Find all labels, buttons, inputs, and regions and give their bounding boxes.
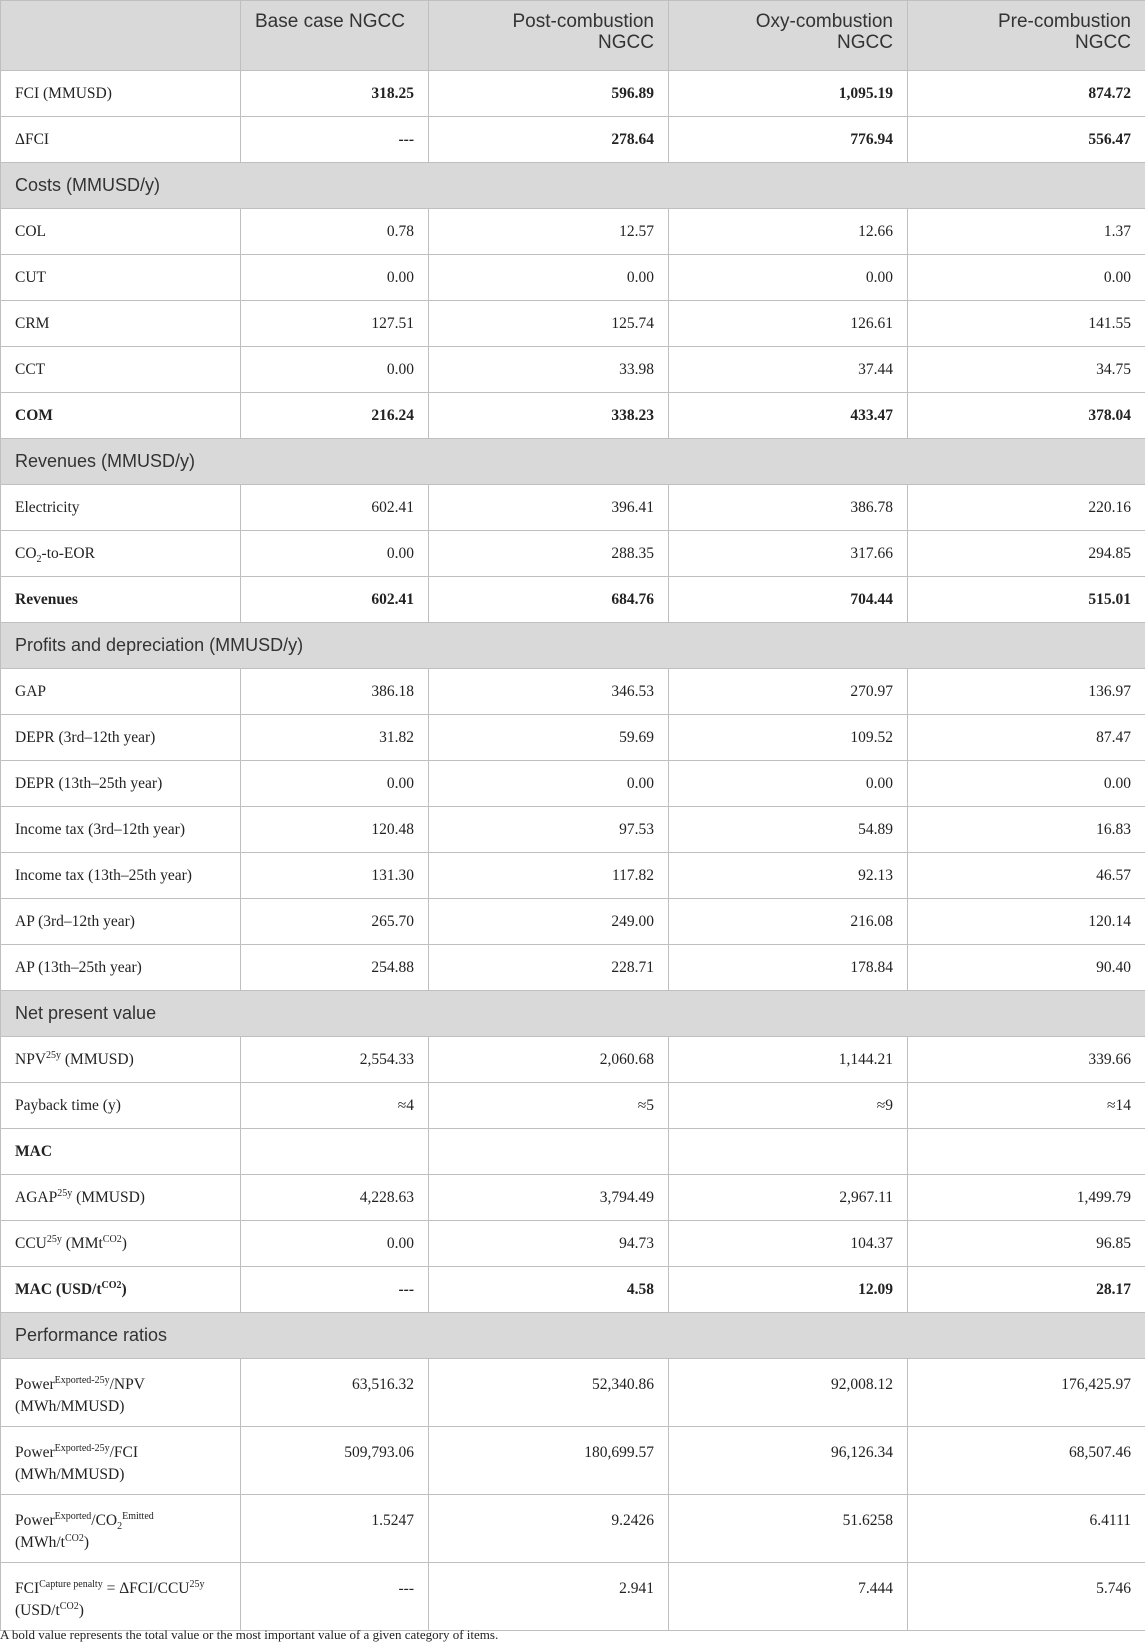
cell-value: 4.58	[429, 1267, 669, 1313]
table-row	[1, 715, 1145, 761]
table-row	[1, 1037, 1145, 1083]
cell-value: 317.66	[669, 531, 908, 577]
row-label: COL	[1, 209, 241, 255]
table-row	[1, 485, 1145, 531]
cell-value: 1,499.79	[908, 1175, 1145, 1221]
section-row	[1, 623, 1145, 669]
cell-value: 63,516.32	[241, 1359, 429, 1427]
cell-value: 0.00	[241, 761, 429, 807]
row-label: $FCI^{Capture penalty} = \Delta FCI/CCU^{25y}$ $(USD/t^{CO2})$	[1, 1563, 241, 1631]
row-label: $CCU^{25y}$ (MMt$^{CO2}$)	[1, 1221, 241, 1267]
table-row	[1, 807, 1145, 853]
row-label: CUT	[1, 255, 241, 301]
cell-value: 33.98	[429, 347, 669, 393]
table-row	[1, 209, 1145, 255]
cell-value: 12.66	[669, 209, 908, 255]
row-label: $CO_2-to$-EOR	[1, 531, 241, 577]
cell-value	[241, 1129, 429, 1175]
section-row	[1, 1313, 1145, 1359]
cell-value: 684.76	[429, 577, 669, 623]
cell-value: 1,144.21	[669, 1037, 908, 1083]
cell-value: 37.44	[669, 347, 908, 393]
cell-value: 0.00	[241, 1221, 429, 1267]
cell-value: ≈4	[241, 1083, 429, 1129]
table-row	[1, 255, 1145, 301]
table-row	[1, 577, 1145, 623]
cell-value: 265.70	[241, 899, 429, 945]
table-row	[1, 1129, 1145, 1175]
cell-value: ---	[241, 1563, 429, 1631]
footnote: A bold value represents the total value or the most important value of a given category of items.	[0, 1627, 499, 1642]
table-row	[1, 71, 1145, 117]
cell-value: 249.00	[429, 899, 669, 945]
row-label: CRM	[1, 301, 241, 347]
row-label: GAP	[1, 669, 241, 715]
cell-value	[908, 1129, 1145, 1175]
cell-value: 52,340.86	[429, 1359, 669, 1427]
cell-value: 318.25	[241, 71, 429, 117]
table-row	[1, 1221, 1145, 1267]
row-label: Income tax (13th–25th year)	[1, 853, 241, 899]
row-label: $AGAP^{25y}$ (MMUSD)	[1, 1175, 241, 1221]
table-row	[1, 945, 1145, 991]
cell-value: ---	[241, 117, 429, 163]
cell-value: 120.48	[241, 807, 429, 853]
row-label: Revenues	[1, 577, 241, 623]
cell-value: 0.00	[669, 761, 908, 807]
table-row	[1, 1267, 1145, 1313]
cell-value: 254.88	[241, 945, 429, 991]
row-label: $Power^{Exported}/CO_2^{Emitted}$ $(MWh/t^{CO2})$	[1, 1495, 241, 1563]
row-label: CCT	[1, 347, 241, 393]
cell-value: 2,060.68	[429, 1037, 669, 1083]
row-label: AP (13th–25th year)	[1, 945, 241, 991]
row-label: DEPR (13th–25th year)	[1, 761, 241, 807]
cell-value: ≈9	[669, 1083, 908, 1129]
row-label: AP (3rd–12th year)	[1, 899, 241, 945]
cell-value: 0.00	[669, 255, 908, 301]
cell-value: 92.13	[669, 853, 908, 899]
cell-value: ---	[241, 1267, 429, 1313]
cell-value: 216.24	[241, 393, 429, 439]
table-row	[1, 761, 1145, 807]
cell-value: 556.47	[908, 117, 1145, 163]
header-base-case: Base case NGCC	[241, 1, 429, 71]
cell-value: 34.75	[908, 347, 1145, 393]
cell-value: 0.00	[241, 531, 429, 577]
cell-value: 386.18	[241, 669, 429, 715]
cell-value: 141.55	[908, 301, 1145, 347]
cell-value: 1.5247	[241, 1495, 429, 1563]
section-row	[1, 439, 1145, 485]
row-label: MAC $(USD/t^{CO2})$	[1, 1267, 241, 1313]
cell-value: 96.85	[908, 1221, 1145, 1267]
table-row	[1, 1495, 1145, 1563]
table-row	[1, 531, 1145, 577]
cell-value: 125.74	[429, 301, 669, 347]
header-oxy-combustion	[669, 1, 908, 71]
cell-value: 92,008.12	[669, 1359, 908, 1427]
row-label: MAC	[1, 1129, 241, 1175]
cell-value: 776.94	[669, 117, 908, 163]
table-row	[1, 1083, 1145, 1129]
cell-value: 288.35	[429, 531, 669, 577]
cell-value: 378.04	[908, 393, 1145, 439]
cell-value: 339.66	[908, 1037, 1145, 1083]
cell-value	[669, 1129, 908, 1175]
cell-value: 216.08	[669, 899, 908, 945]
cell-value: 386.78	[669, 485, 908, 531]
cell-value: 46.57	[908, 853, 1145, 899]
cell-value: 6.4111	[908, 1495, 1145, 1563]
cell-value: 294.85	[908, 531, 1145, 577]
section-title: Revenues (MMUSD/y)	[1, 439, 1145, 485]
row-label: Power$^{Exported-25y}$/FCI (MWh/MMUSD)	[1, 1427, 241, 1495]
cell-value: 4,228.63	[241, 1175, 429, 1221]
header-pre-combustion	[908, 1, 1145, 71]
header-post-combustion	[429, 1, 669, 71]
table-body	[1, 71, 1145, 1631]
cell-value: 2,967.11	[669, 1175, 908, 1221]
row-label: FCI (MMUSD)	[1, 71, 241, 117]
cell-value: 0.00	[241, 347, 429, 393]
cell-value: 220.16	[908, 485, 1145, 531]
header-blank	[1, 1, 241, 71]
cell-value: 602.41	[241, 577, 429, 623]
section-row	[1, 163, 1145, 209]
row-label: Power$^{Exported-25y}$/NPV (MWh/MMUSD)	[1, 1359, 241, 1427]
cell-value: 31.82	[241, 715, 429, 761]
cell-value: 16.83	[908, 807, 1145, 853]
section-row	[1, 991, 1145, 1037]
cell-value: 3,794.49	[429, 1175, 669, 1221]
cell-value: 515.01	[908, 577, 1145, 623]
cell-value: 1,095.19	[669, 71, 908, 117]
table-row	[1, 1359, 1145, 1427]
cell-value: 68,507.46	[908, 1427, 1145, 1495]
cell-value: 228.71	[429, 945, 669, 991]
section-title: Net present value	[1, 991, 1145, 1037]
cell-value: 2,554.33	[241, 1037, 429, 1083]
cell-value: ≈14	[908, 1083, 1145, 1129]
cell-value: 12.57	[429, 209, 669, 255]
cell-value: 51.6258	[669, 1495, 908, 1563]
cell-value: 270.97	[669, 669, 908, 715]
cell-value: 87.47	[908, 715, 1145, 761]
cell-value: 54.89	[669, 807, 908, 853]
table-row	[1, 899, 1145, 945]
cell-value: 1.37	[908, 209, 1145, 255]
table-row	[1, 669, 1145, 715]
row-label: Income tax (3rd–12th year)	[1, 807, 241, 853]
cell-value: 96,126.34	[669, 1427, 908, 1495]
cell-value: 346.53	[429, 669, 669, 715]
row-label: $NPV^{25y}$ (MMUSD)	[1, 1037, 241, 1083]
cell-value: 94.73	[429, 1221, 669, 1267]
table-row	[1, 301, 1145, 347]
cell-value: 7.444	[669, 1563, 908, 1631]
header-pre-combustion-text: Pre-combustion NGCC	[997, 11, 1131, 53]
cell-value: 5.746	[908, 1563, 1145, 1631]
row-label: Payback time (y)	[1, 1083, 241, 1129]
table-row	[1, 347, 1145, 393]
section-title: Performance ratios	[1, 1313, 1145, 1359]
cell-value: 0.00	[429, 255, 669, 301]
cell-value: 602.41	[241, 485, 429, 531]
section-title: Costs (MMUSD/y)	[1, 163, 1145, 209]
cell-value: 28.17	[908, 1267, 1145, 1313]
table-row	[1, 1427, 1145, 1495]
section-title: Profits and depreciation (MMUSD/y)	[1, 623, 1145, 669]
cell-value: 127.51	[241, 301, 429, 347]
cell-value: 0.00	[908, 255, 1145, 301]
table-row	[1, 393, 1145, 439]
cell-value: 180,699.57	[429, 1427, 669, 1495]
table-row	[1, 1175, 1145, 1221]
cell-value: ≈5	[429, 1083, 669, 1129]
header-post-combustion-text: Post-combustion NGCC	[512, 11, 654, 53]
cell-value: 0.78	[241, 209, 429, 255]
cell-value: 178.84	[669, 945, 908, 991]
row-label: ΔFCI	[1, 117, 241, 163]
cell-value: 874.72	[908, 71, 1145, 117]
table-row	[1, 117, 1145, 163]
cell-value: 90.40	[908, 945, 1145, 991]
cell-value: 59.69	[429, 715, 669, 761]
row-label: COM	[1, 393, 241, 439]
cell-value: 596.89	[429, 71, 669, 117]
cell-value: 176,425.97	[908, 1359, 1145, 1427]
cell-value: 117.82	[429, 853, 669, 899]
cell-value: 0.00	[429, 761, 669, 807]
table-row	[1, 1563, 1145, 1631]
cell-value: 396.41	[429, 485, 669, 531]
cell-value: 278.64	[429, 117, 669, 163]
cell-value: 338.23	[429, 393, 669, 439]
row-label: DEPR (3rd–12th year)	[1, 715, 241, 761]
cell-value: 509,793.06	[241, 1427, 429, 1495]
table-header	[1, 1, 1145, 71]
table-row	[1, 853, 1145, 899]
cell-value: 97.53	[429, 807, 669, 853]
cell-value: 704.44	[669, 577, 908, 623]
cell-value: 126.61	[669, 301, 908, 347]
cell-value: 0.00	[241, 255, 429, 301]
cell-value: 131.30	[241, 853, 429, 899]
cell-value: 104.37	[669, 1221, 908, 1267]
cell-value: 0.00	[908, 761, 1145, 807]
cell-value: 120.14	[908, 899, 1145, 945]
cell-value: 136.97	[908, 669, 1145, 715]
cell-value: 2.941	[429, 1563, 669, 1631]
cell-value	[429, 1129, 669, 1175]
row-label: Electricity	[1, 485, 241, 531]
cell-value: 433.47	[669, 393, 908, 439]
cell-value: 9.2426	[429, 1495, 669, 1563]
cell-value: 109.52	[669, 715, 908, 761]
cell-value: 12.09	[669, 1267, 908, 1313]
header-oxy-combustion-text: Oxy-combustion NGCC	[755, 11, 893, 53]
